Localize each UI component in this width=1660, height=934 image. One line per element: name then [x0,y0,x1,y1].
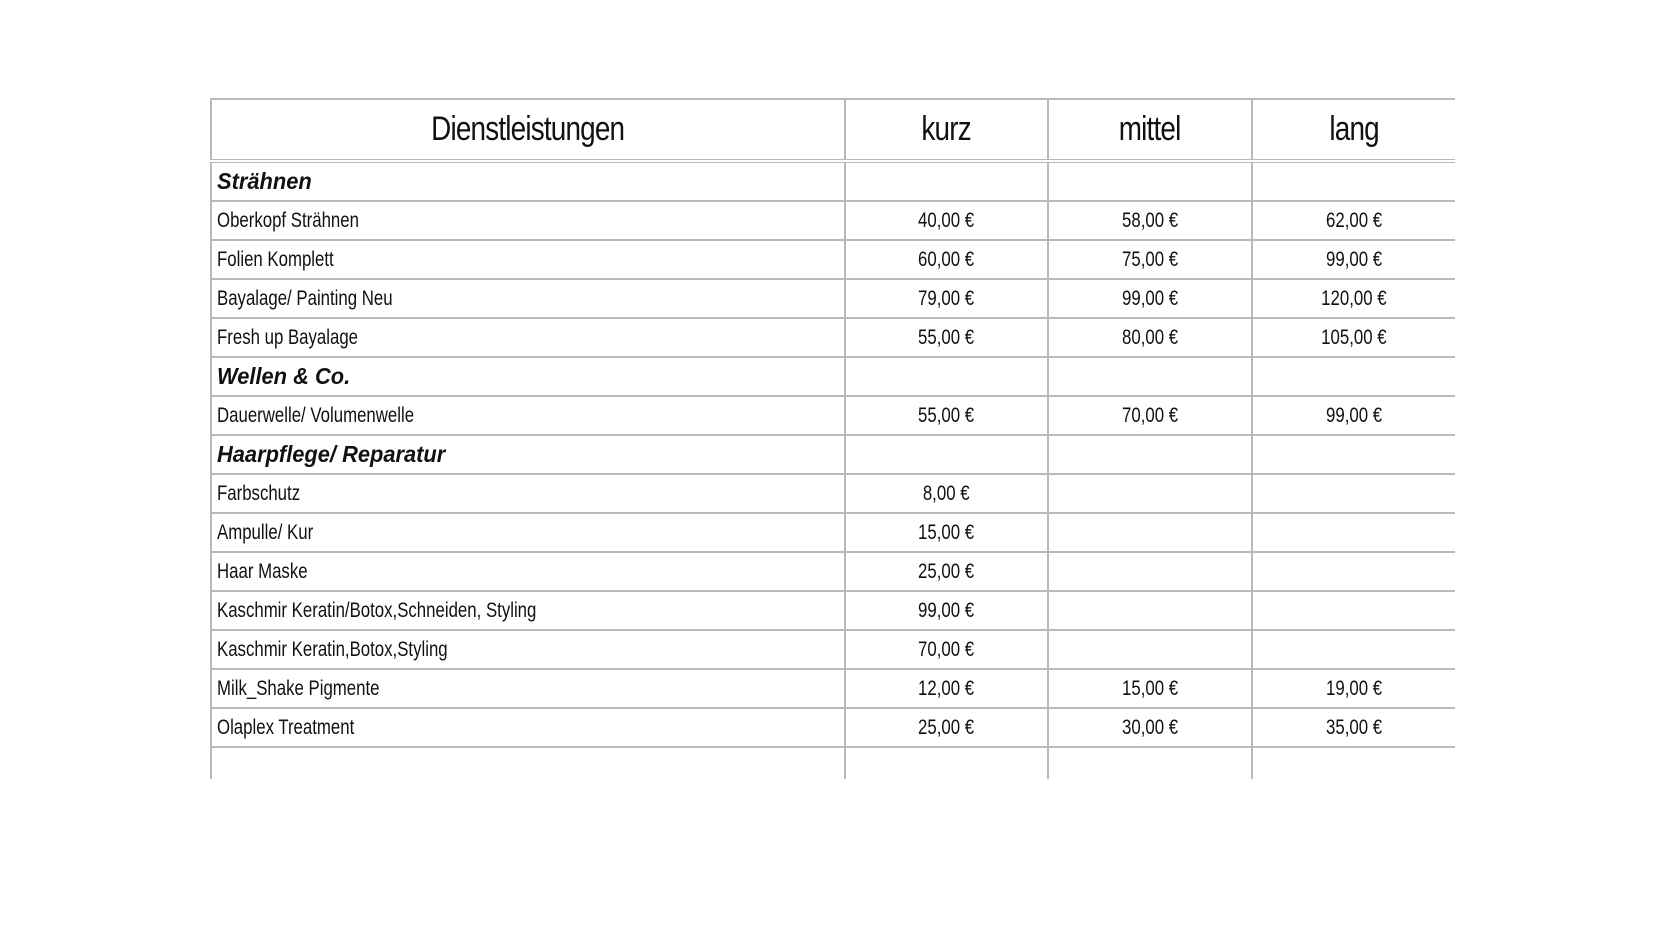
price-medium-cell [1048,552,1252,591]
service-name: Kaschmir Keratin/Botox,Schneiden, Styling [217,598,537,622]
price-value: 25,00 € [918,559,975,583]
price-value: 99,00 € [918,598,975,622]
price-short-cell [845,396,1048,435]
service-cell [211,435,845,474]
service-name: Haarpflege/ Reparatur [217,441,446,467]
price-value: 55,00 € [918,403,975,427]
table-header [211,99,1455,161]
price-value: 75,00 € [1121,247,1179,271]
price-value: 79,00 € [918,286,975,310]
price-long-cell [1252,318,1455,357]
price-medium-cell [1048,474,1252,513]
table-row [211,201,1455,240]
price-short-cell [845,161,1048,201]
service-cell [211,396,845,435]
price-value: 99,00 € [1121,286,1179,310]
category-row [211,161,1455,201]
price-short-cell [845,591,1048,630]
price-value: 25,00 € [918,715,975,739]
service-cell [211,240,845,279]
price-medium-cell [1048,396,1252,435]
service-cell [211,318,845,357]
price-value: 12,00 € [918,676,975,700]
service-cell [211,747,845,779]
price-value: 15,00 € [1121,676,1179,700]
price-medium-cell [1048,513,1252,552]
price-value: 55,00 € [918,325,975,349]
table-row [211,318,1455,357]
header-medium: mittel [1048,99,1252,161]
price-value: 35,00 € [1325,715,1383,739]
service-name: Milk_Shake Pigmente [217,676,380,700]
price-long-cell [1252,201,1455,240]
service-cell [211,708,845,747]
price-medium-cell [1048,240,1252,279]
price-value: 15,00 € [918,520,975,544]
price-short-cell [845,318,1048,357]
price-short-cell [845,435,1048,474]
table-row [211,630,1455,669]
price-long-cell [1252,357,1455,396]
price-short-cell [845,708,1048,747]
service-name: Wellen & Co. [217,363,351,389]
service-cell [211,552,845,591]
service-cell [211,357,845,396]
service-cell [211,591,845,630]
price-value: 120,00 € [1321,286,1387,310]
table-row [211,240,1455,279]
service-name: Folien Komplett [217,247,334,271]
price-value: 40,00 € [918,208,975,232]
price-short-cell [845,552,1048,591]
table-body [211,161,1455,779]
price-medium-cell [1048,357,1252,396]
table-row [211,474,1455,513]
price-long-cell [1252,747,1455,779]
price-value: 99,00 € [1325,247,1383,271]
header-short: kurz [845,99,1048,161]
price-medium-cell [1048,630,1252,669]
header-long: lang [1252,99,1455,161]
price-value: 19,00 € [1325,676,1383,700]
price-short-cell [845,279,1048,318]
price-long-cell [1252,513,1455,552]
service-name: Haar Maske [217,559,308,583]
table-row [211,591,1455,630]
price-long-cell [1252,708,1455,747]
service-name: Oberkopf Strähnen [217,208,359,232]
price-value: 99,00 € [1325,403,1383,427]
price-value: 62,00 € [1325,208,1383,232]
price-long-cell [1252,591,1455,630]
service-name: Ampulle/ Kur [217,520,314,544]
table-row [211,513,1455,552]
header-row [211,99,1455,161]
service-cell [211,630,845,669]
price-long-cell [1252,630,1455,669]
price-short-cell [845,747,1048,779]
price-long-cell [1252,279,1455,318]
service-name: Dauerwelle/ Volumenwelle [217,403,415,427]
price-value: 105,00 € [1321,325,1387,349]
table-row [211,669,1455,708]
price-medium-cell [1048,591,1252,630]
price-short-cell [845,630,1048,669]
price-long-cell [1252,552,1455,591]
price-long-cell [1252,474,1455,513]
price-long-cell [1252,240,1455,279]
price-long-cell [1252,396,1455,435]
price-medium-cell [1048,435,1252,474]
price-short-cell [845,357,1048,396]
service-cell [211,513,845,552]
price-long-cell [1252,669,1455,708]
category-row [211,435,1455,474]
price-long-cell [1252,161,1455,201]
price-medium-cell [1048,201,1252,240]
service-name: Olaplex Treatment [217,715,355,739]
price-value: 70,00 € [918,637,975,661]
table-row [211,552,1455,591]
price-medium-cell [1048,669,1252,708]
price-value: 60,00 € [918,247,975,271]
price-medium-cell [1048,279,1252,318]
table-row [211,747,1455,779]
service-cell [211,161,845,201]
service-name: Kaschmir Keratin,Botox,Styling [217,637,448,661]
price-short-cell [845,513,1048,552]
price-short-cell [845,669,1048,708]
price-medium-cell [1048,708,1252,747]
price-long-cell [1252,435,1455,474]
price-value: 30,00 € [1121,715,1179,739]
price-medium-cell [1048,747,1252,779]
service-cell [211,669,845,708]
service-cell [211,474,845,513]
price-value: 58,00 € [1121,208,1179,232]
service-name: Bayalage/ Painting Neu [217,286,393,310]
service-name: Farbschutz [217,481,301,505]
price-short-cell [845,240,1048,279]
price-value: 8,00 € [923,481,970,505]
table-row [211,279,1455,318]
service-name: Fresh up Bayalage [217,325,359,349]
price-short-cell [845,201,1048,240]
service-cell [211,201,845,240]
price-table [210,98,1455,779]
header-service: Dienstleistungen [211,99,845,161]
table-row [211,396,1455,435]
category-row [211,357,1455,396]
table-row [211,708,1455,747]
price-value: 80,00 € [1121,325,1179,349]
price-short-cell [845,474,1048,513]
price-table-container [210,98,1455,779]
service-name: Strähnen [217,168,312,194]
service-cell [211,279,845,318]
price-value: 70,00 € [1121,403,1179,427]
price-medium-cell [1048,161,1252,201]
price-medium-cell [1048,318,1252,357]
